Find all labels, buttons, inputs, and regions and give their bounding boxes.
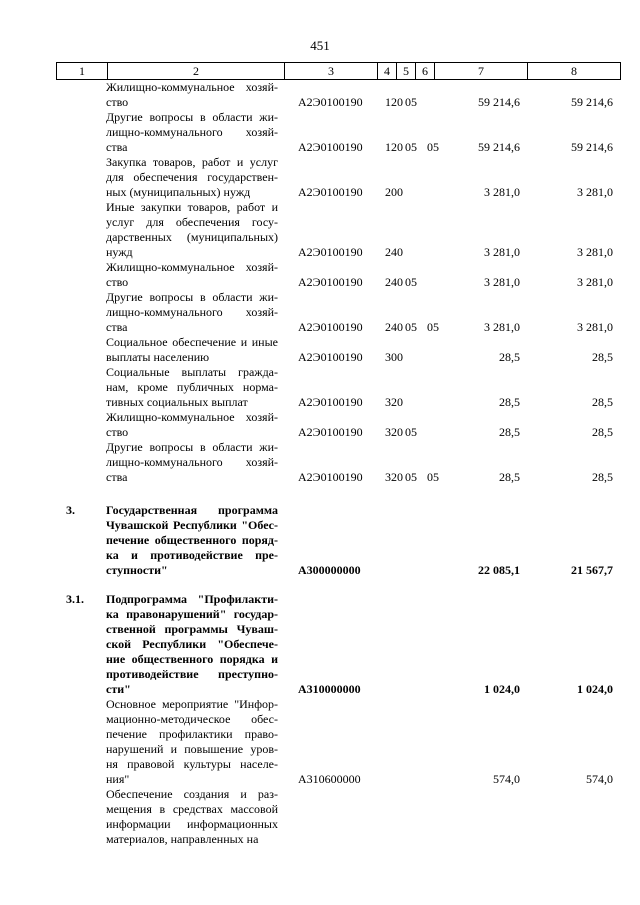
row-number: 3.1. <box>66 592 84 606</box>
col-header-6: 6 <box>416 63 435 80</box>
row-value-col7: 28,5 <box>499 395 520 409</box>
row-code: А2Э0100190 <box>298 350 363 364</box>
row-value-col7: 574,0 <box>493 772 520 786</box>
row-col4: 240 <box>385 320 403 334</box>
table-row <box>0 290 640 335</box>
row-value-col7: 1 024,0 <box>484 682 520 696</box>
row-value-col8: 21 567,7 <box>571 563 613 577</box>
table-row <box>0 155 640 200</box>
description-line: нам, кроме публичных норма- <box>106 380 278 394</box>
row-value-col7: 28,5 <box>499 350 520 364</box>
table-row <box>0 592 640 697</box>
row-value-col7: 3 281,0 <box>484 245 520 259</box>
description-line: нужд <box>106 245 133 259</box>
row-value-col7: 28,5 <box>499 425 520 439</box>
description-line: противодействие преступно- <box>106 667 278 681</box>
row-code: А2Э0100190 <box>298 95 363 109</box>
row-code: А2Э0100190 <box>298 395 363 409</box>
description-line: лищно-коммунального хозяй- <box>106 455 278 469</box>
description-line: нарушений и повышение уров- <box>106 742 278 756</box>
description-line: выплаты населению <box>106 350 210 364</box>
table-row <box>0 80 640 110</box>
row-code: А2Э0100190 <box>298 245 363 259</box>
description-line: печение профилактики право- <box>106 727 278 741</box>
description-line: ства <box>106 470 128 484</box>
description-line: ства <box>106 140 128 154</box>
row-value-col7: 3 281,0 <box>484 320 520 334</box>
row-code: А2Э0100190 <box>298 185 363 199</box>
row-col6: 05 <box>427 470 439 484</box>
description-line: Основное мероприятие "Инфор- <box>106 697 278 711</box>
row-col6: 05 <box>427 320 439 334</box>
row-col4: 240 <box>385 275 403 289</box>
row-value-col8: 3 281,0 <box>577 245 613 259</box>
description-line: Другие вопросы в области жи- <box>106 110 278 124</box>
description-line: Чувашской Республики "Обес- <box>106 518 278 532</box>
description-line: Жилищно-коммунальное хозяй- <box>106 260 278 274</box>
row-value-col8: 3 281,0 <box>577 275 613 289</box>
page-number: 451 <box>310 38 330 53</box>
col-header-4: 4 <box>378 63 397 80</box>
col-header-7: 7 <box>435 63 528 80</box>
description-line: Обеспечение создания и раз- <box>106 787 278 801</box>
description-line: ка и противодействие пре- <box>106 548 278 562</box>
table-row <box>0 787 640 847</box>
row-col5: 05 <box>405 425 417 439</box>
row-value-col8: 3 281,0 <box>577 185 613 199</box>
row-col4: 320 <box>385 425 403 439</box>
row-col5: 05 <box>405 320 417 334</box>
description-line: ство <box>106 425 129 439</box>
row-number: 3. <box>66 503 75 517</box>
description-line: Жилищно-коммунальное хозяй- <box>106 410 278 424</box>
row-col4: 120 <box>385 95 403 109</box>
row-value-col8: 59 214,6 <box>571 140 613 154</box>
description-line: печение общественного поряд- <box>106 533 278 547</box>
description-line: для обеспечения государствен- <box>106 170 278 184</box>
description-line: сти" <box>106 682 131 696</box>
description-line: ных (муниципальных) нужд <box>106 185 251 199</box>
table-row <box>0 260 640 290</box>
row-value-col7: 3 281,0 <box>484 185 520 199</box>
row-code: А310000000 <box>298 682 361 696</box>
description-line: мационно-методическое обес- <box>106 712 278 726</box>
description-line: ние общественного порядка и <box>106 652 278 666</box>
table-header <box>56 62 621 80</box>
row-value-col7: 3 281,0 <box>484 275 520 289</box>
description-line: тивных социальных выплат <box>106 395 248 409</box>
col-header-5: 5 <box>397 63 416 80</box>
row-value-col8: 28,5 <box>592 350 613 364</box>
col-header-8: 8 <box>528 63 621 80</box>
row-value-col7: 22 085,1 <box>478 563 520 577</box>
table-row <box>0 365 640 410</box>
description-line: ственной программы Чуваш- <box>106 622 278 636</box>
row-value-col7: 59 214,6 <box>478 140 520 154</box>
row-col5: 05 <box>405 140 417 154</box>
description-line: ства <box>106 320 128 334</box>
table-row <box>0 410 640 440</box>
description-line: мещения в средствах массовой <box>106 802 278 816</box>
description-line: ступности" <box>106 563 168 577</box>
row-code: А300000000 <box>298 563 361 577</box>
row-code: А2Э0100190 <box>298 470 363 484</box>
description-line: ка правонарушений" государ- <box>106 607 278 621</box>
col-header-2: 2 <box>108 63 285 80</box>
col-header-3: 3 <box>285 63 378 80</box>
description-line: Жилищно-коммунальное хозяй- <box>106 80 278 94</box>
row-value-col8: 1 024,0 <box>577 682 613 696</box>
description-line: лищно-коммунального хозяй- <box>106 125 278 139</box>
table-body <box>0 80 640 847</box>
description-line: ской Республики "Обеспече- <box>106 637 278 651</box>
row-col4: 300 <box>385 350 403 364</box>
row-code: А2Э0100190 <box>298 275 363 289</box>
row-code: А2Э0100190 <box>298 140 363 154</box>
row-col5: 05 <box>405 275 417 289</box>
description-line: материалов, направленных на <box>106 832 259 846</box>
row-col6: 05 <box>427 140 439 154</box>
description-line: ня правовой культуры населе- <box>106 757 278 771</box>
row-value-col8: 574,0 <box>586 772 613 786</box>
row-col4: 320 <box>385 470 403 484</box>
table-row <box>0 697 640 787</box>
description-line: Государственная программа <box>106 503 278 517</box>
row-value-col7: 59 214,6 <box>478 95 520 109</box>
row-value-col7: 28,5 <box>499 470 520 484</box>
row-value-col8: 59 214,6 <box>571 95 613 109</box>
description-line: Другие вопросы в области жи- <box>106 440 278 454</box>
row-code: А2Э0100190 <box>298 320 363 334</box>
col-header-1: 1 <box>57 63 108 80</box>
row-col5: 05 <box>405 95 417 109</box>
row-value-col8: 3 281,0 <box>577 320 613 334</box>
description-line: услуг для обеспечения госу- <box>106 215 278 229</box>
description-line: Социальное обеспечение и иные <box>106 335 278 349</box>
description-line: Иные закупки товаров, работ и <box>106 200 278 214</box>
description-line: Закупка товаров, работ и услуг <box>106 155 278 169</box>
description-line: дарственных (муниципальных) <box>106 230 278 244</box>
table-row <box>0 440 640 485</box>
table-row <box>0 503 640 578</box>
row-col4: 320 <box>385 395 403 409</box>
description-line: Социальные выплаты гражда- <box>106 365 278 379</box>
row-value-col8: 28,5 <box>592 395 613 409</box>
row-value-col8: 28,5 <box>592 425 613 439</box>
description-line: Подпрограмма "Профилакти- <box>106 592 278 606</box>
row-col4: 240 <box>385 245 403 259</box>
description-line: ство <box>106 95 129 109</box>
table-row <box>0 110 640 155</box>
row-col4: 200 <box>385 185 403 199</box>
description-line: ния" <box>106 772 130 786</box>
table-row <box>0 335 640 365</box>
row-col5: 05 <box>405 470 417 484</box>
description-line: Другие вопросы в области жи- <box>106 290 278 304</box>
row-col4: 120 <box>385 140 403 154</box>
row-code: А2Э0100190 <box>298 425 363 439</box>
table-row <box>0 200 640 260</box>
description-line: информации информационных <box>106 817 278 831</box>
row-code: А310600000 <box>298 772 361 786</box>
description-line: ство <box>106 275 129 289</box>
row-value-col8: 28,5 <box>592 470 613 484</box>
description-line: лищно-коммунального хозяй- <box>106 305 278 319</box>
